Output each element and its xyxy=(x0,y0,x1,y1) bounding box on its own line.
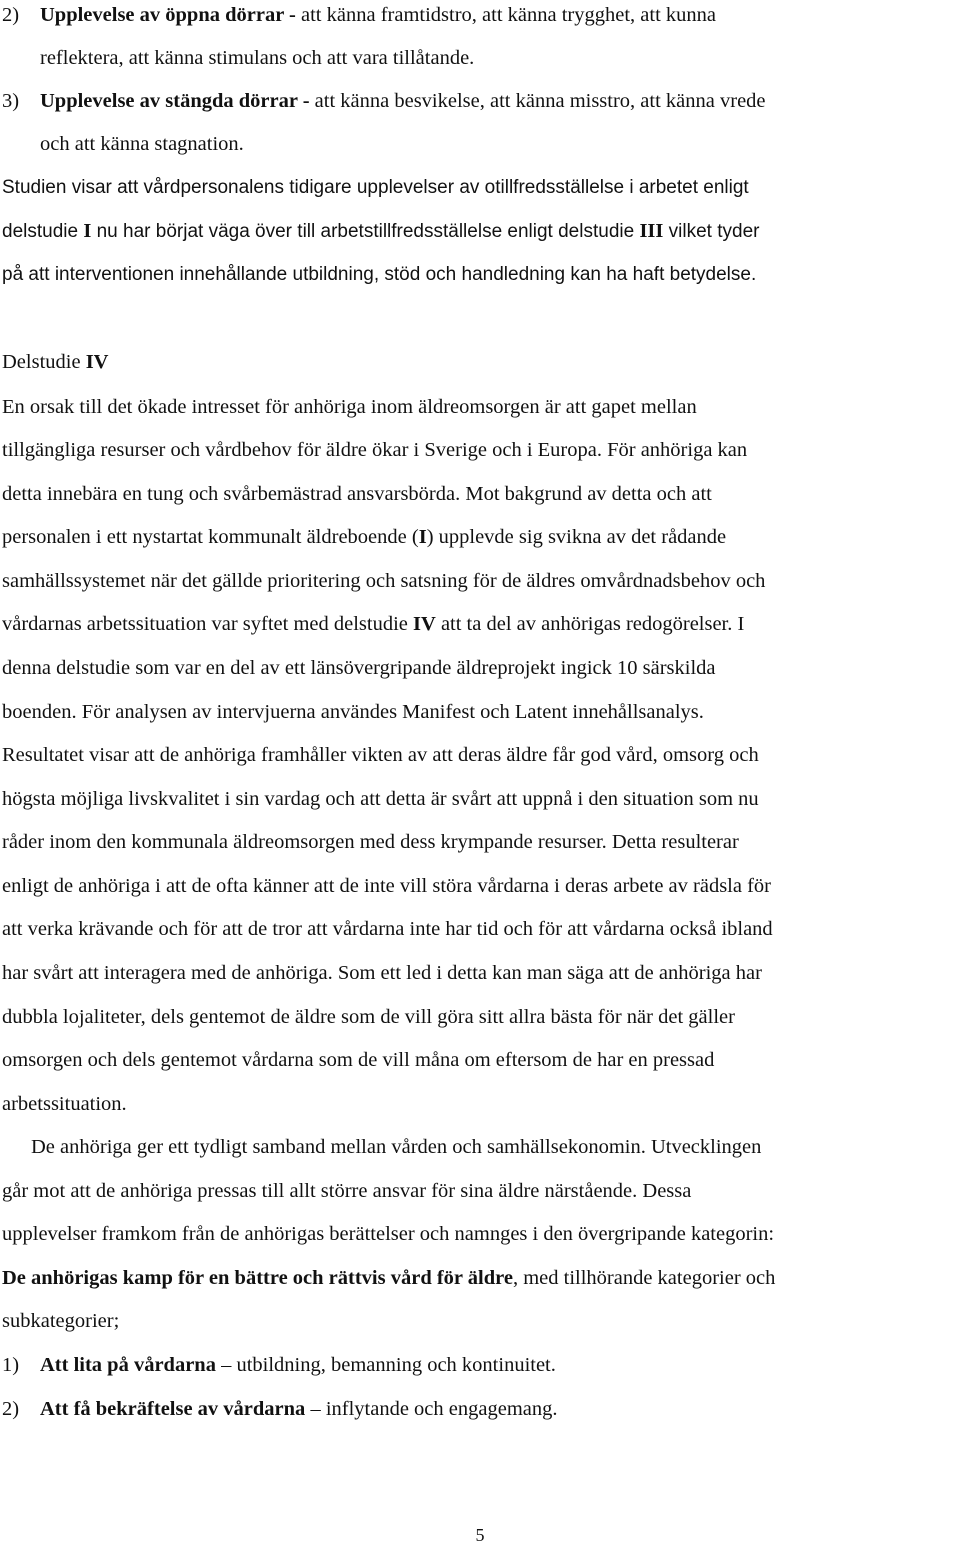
paragraph-line: omsorgen och dels gentemot vårdarna som de vill måna om eftersom de har en pressad xyxy=(2,1049,715,1071)
paragraph-line: råder inom den kommunala äldreomsorgen med dess krympande resurser. Detta resulterar xyxy=(2,831,739,853)
paragraph-line: har svårt att interagera med de anhöriga. Som ett led i detta kan man säga att de anhöriga har xyxy=(2,962,762,984)
list-item-2-cont: reflektera, att känna stimulans och att vara tillåtande. xyxy=(40,47,475,69)
paragraph-line: subkategorier; xyxy=(2,1310,120,1332)
paragraph-line: Resultatet visar att de anhöriga framhåller vikten av att deras äldre får god vård, omsorg och xyxy=(2,744,759,766)
paragraph-line: personalen i ett nystartat kommunalt äldreboende (I) upplevde sig svikna av det rådande xyxy=(2,526,727,548)
list-item-2b: 2) Att få bekräftelse av vårdarna – inflytande och engagemang. xyxy=(2,1398,558,1420)
section-heading: Delstudie IV xyxy=(2,351,109,373)
paragraph-line: högsta möjliga livskvalitet i sin vardag och att detta är svårt att uppnå i den situation som nu xyxy=(2,788,759,810)
paragraph-line: arbetssituation. xyxy=(2,1093,127,1115)
paragraph-line: tillgängliga resurser och vårdbehov för äldre ökar i Sverige och i Europa. För anhöriga kan xyxy=(2,439,748,461)
paragraph-line: denna delstudie som var en del av ett länsövergripande äldreprojekt ingick 10 särskilda xyxy=(2,657,716,679)
paragraph-line: samhällssystemet när det gällde prioritering och satsning för de äldres omvårdnadsbehov och xyxy=(2,570,766,592)
list-item-3: 3) Upplevelse av stängda dörrar - att känna besvikelse, att känna misstro, att känna vrede xyxy=(2,90,766,112)
list-item-1: 1) Att lita på vårdarna – utbildning, bemanning och kontinuitet. xyxy=(2,1354,556,1376)
list-item-3-cont: och att känna stagnation. xyxy=(40,133,244,155)
paragraph-line: att verka krävande och för att de tror att vårdarna inte har tid och för att vårdarna också ibland xyxy=(2,918,773,940)
paragraph-line: En orsak till det ökade intresset för anhöriga inom äldreomsorgen är att gapet mellan xyxy=(2,396,697,418)
paragraph-line: vårdarnas arbetssituation var syftet med delstudie IV att ta del av anhörigas redogörelser. I xyxy=(2,613,745,635)
paragraph-line: delstudie I nu har börjat väga över till arbetstillfredsställelse enligt delstudie III vilket tyder xyxy=(2,220,760,242)
paragraph-line: enligt de anhöriga i att de ofta känner att de inte vill störa vårdarna i deras arbete av rädsla för xyxy=(2,875,771,897)
paragraph-line: på att interventionen innehållande utbildning, stöd och handledning kan ha haft betydelse. xyxy=(2,264,757,285)
page-number: 5 xyxy=(475,1525,485,1545)
paragraph-line: dubbla lojaliteter, dels gentemot de äldre som de vill göra sitt allra bästa för när det gäller xyxy=(2,1006,735,1028)
paragraph-line: Studien visar att vårdpersonalens tidigare upplevelser av otillfredsställelse i arbetet enligt xyxy=(2,177,749,198)
paragraph-line: går mot att de anhöriga pressas till allt större ansvar för sina äldre närstående. Dessa xyxy=(2,1180,692,1202)
paragraph-line: detta innebära en tung och svårbemästrad ansvarsbörda. Mot bakgrund av detta och att xyxy=(2,483,712,505)
paragraph-line: upplevelser framkom från de anhörigas berättelser och namnges i den övergripande kategorin: xyxy=(2,1223,775,1245)
paragraph-line: De anhörigas kamp för en bättre och rättvis vård för äldre, med tillhörande kategorier och xyxy=(2,1267,776,1289)
paragraph-line: boenden. För analysen av intervjuerna användes Manifest och Latent innehållsanalys. xyxy=(2,701,704,723)
paragraph-line-indented: De anhöriga ger ett tydligt samband mellan vården och samhällsekonomin. Utvecklingen xyxy=(31,1136,762,1158)
list-item-2: 2) Upplevelse av öppna dörrar - att känna framtidstro, att känna trygghet, att kunna xyxy=(2,4,717,26)
